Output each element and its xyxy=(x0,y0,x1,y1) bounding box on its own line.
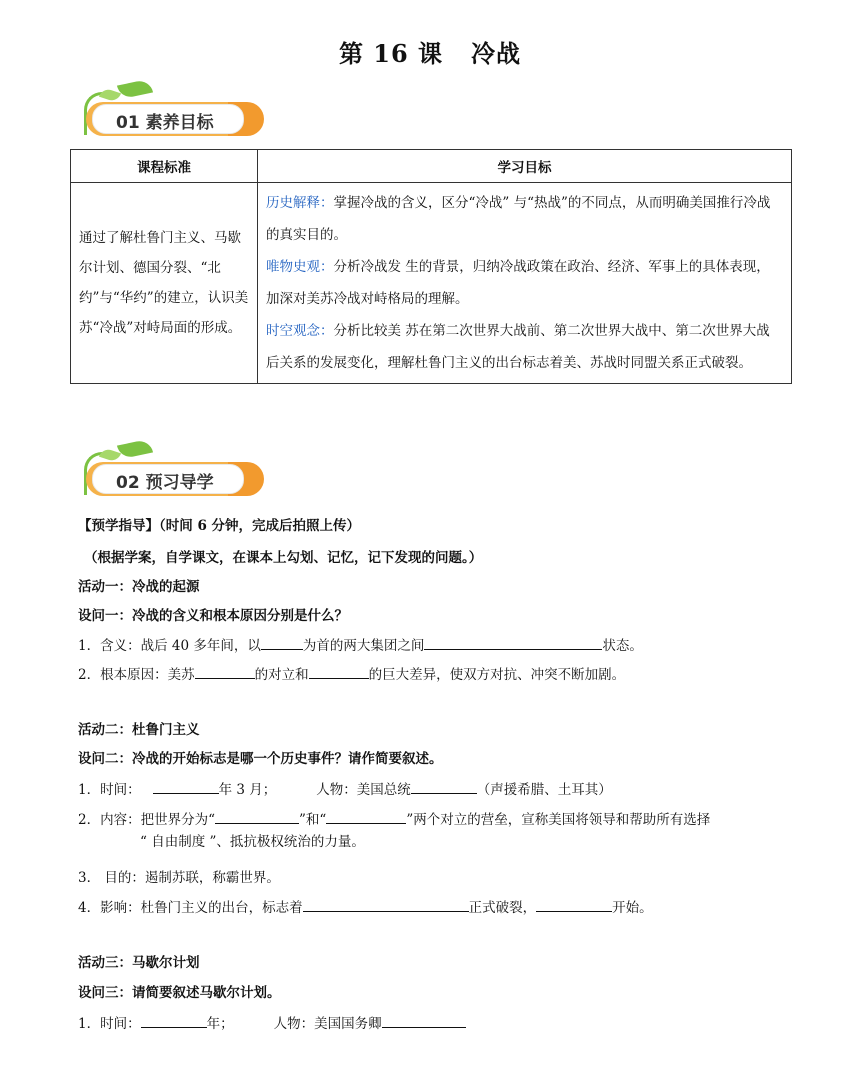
objective-text: 分析冷战发 生的背景，归纳冷战政策在政治、经济、军事上的具体表现，加深对美苏冷战对峙格局的理解。 xyxy=(266,259,770,307)
activity1-line2: 2．根本原因：美苏 的对立和 的巨大差异，使双方对抗、冲突不断加剧。 xyxy=(78,663,625,683)
fill-blank[interactable] xyxy=(195,664,255,679)
objective-item xyxy=(266,187,783,251)
objective-label: 历史解释： xyxy=(266,195,334,211)
leaf-icon xyxy=(117,79,153,100)
table-header-row xyxy=(71,150,792,183)
activity2-line1: 1．时间： 年 3 月； 人物：美国总统 （声援希腊、土耳其） xyxy=(78,778,612,798)
fill-blank[interactable] xyxy=(261,635,303,650)
section-banner-preview xyxy=(78,440,268,500)
objective-text: 掌握冷战的含义，区分“冷战” 与“热战”的不同点，从而明确美国推行冷战的真实目的。 xyxy=(266,195,771,243)
activity3-question: 设问三：请简要叙述马歇尔计划。 xyxy=(78,985,281,1001)
objective-label: 时空观念： xyxy=(266,323,334,339)
fill-blank[interactable] xyxy=(382,1013,466,1028)
fill-blank[interactable] xyxy=(411,779,477,794)
activity1-question: 设问一：冷战的含义和根本原因分别是什么？ xyxy=(78,608,348,624)
guide-heading: 【预学指导】（时间 6 分钟，完成后拍照上传） xyxy=(78,518,361,534)
activity1-title: 活动一：冷战的起源 xyxy=(78,579,200,595)
lesson-topic: 冷战 xyxy=(471,39,522,68)
fill-blank[interactable] xyxy=(303,897,469,912)
goals-table xyxy=(70,149,792,384)
fill-blank[interactable] xyxy=(424,635,602,650)
activity3-title: 活动三：马歇尔计划 xyxy=(78,955,200,971)
fill-blank[interactable] xyxy=(153,779,219,794)
activity1-line1: 1．含义：战后 40 多年间，以 为首的两大集团之间 状态。 xyxy=(78,634,643,654)
activity3-line1: 1．时间： 年； 人物：美国国务卿 xyxy=(78,1012,466,1032)
objectives-cell xyxy=(258,183,792,384)
lesson-number: 第 16 课 xyxy=(338,39,444,68)
activity2-line3: 3． 目的：遏制苏联，称霸世界。 xyxy=(78,870,280,886)
page-title xyxy=(0,34,860,69)
fill-blank[interactable] xyxy=(141,1013,207,1028)
activity2-line2-cont: “ 自由制度 ”、抵抗极权统治的力量。 xyxy=(140,834,365,850)
activity2-line2: 2．内容：把世界分为“ ”和“ ”两个对立的营垒，宣称美国将领导和帮助所有选择 xyxy=(78,808,710,828)
table-row xyxy=(71,183,792,384)
section-banner-goals xyxy=(78,80,268,140)
objective-item xyxy=(266,315,783,379)
section-label: 01 素养目标 xyxy=(116,113,214,133)
fill-blank[interactable] xyxy=(215,809,299,824)
header-standard: 课程标准 xyxy=(71,150,258,183)
activity2-line4: 4．影响：杜鲁门主义的出台，标志着 正式破裂， 开始。 xyxy=(78,896,653,916)
objective-label: 唯物史观： xyxy=(266,259,334,275)
guide-note: （根据学案，自学课文，在课本上勾划、记忆，记下发现的问题。） xyxy=(84,550,483,566)
standard-text: 通过了解杜鲁门主义、马歇尔计划、德国分裂、“北约”与“华约”的建立，认识美苏“冷战”对峙局面的形成。 xyxy=(71,183,258,384)
objective-text: 分析比较美 苏在第二次世界大战前、第二次世界大战中、第二次世界大战后关系的发展变化，理解杜鲁门主义的出台标志着美、苏战时同盟关系正式破裂。 xyxy=(266,323,770,371)
leaf-icon xyxy=(117,439,153,460)
activity2-title: 活动二：杜鲁门主义 xyxy=(78,722,200,738)
activity2-question: 设问二：冷战的开始标志是哪一个历史事件？请作简要叙述。 xyxy=(78,751,443,767)
fill-blank[interactable] xyxy=(309,664,369,679)
fill-blank[interactable] xyxy=(326,809,406,824)
fill-blank[interactable] xyxy=(536,897,612,912)
section-label: 02 预习导学 xyxy=(116,473,214,493)
objective-item xyxy=(266,251,783,315)
header-objective: 学习目标 xyxy=(258,150,792,183)
